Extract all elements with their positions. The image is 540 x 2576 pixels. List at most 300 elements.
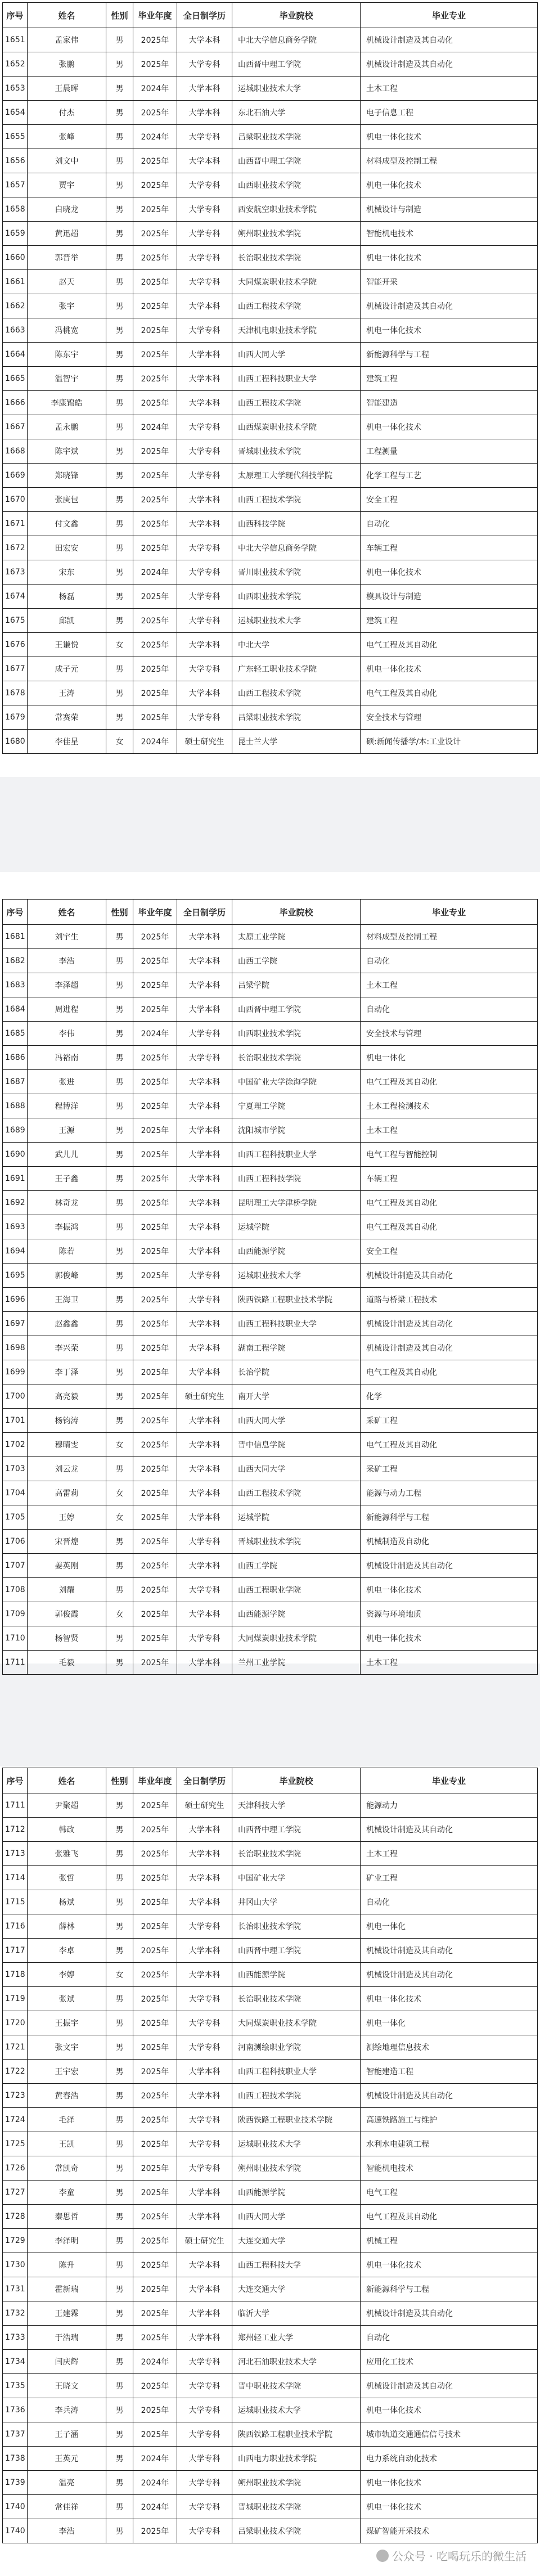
major-cell: 电气工程及其自动化 xyxy=(361,1360,538,1384)
school-cell: 吕梁职业技术学院 xyxy=(232,705,361,730)
major-cell: 土木工程 xyxy=(361,77,538,101)
degree-cell: 大学本科 xyxy=(177,77,232,101)
year-cell: 2025年 xyxy=(133,1987,177,2011)
degree-cell: 大学本科 xyxy=(177,343,232,367)
degree-cell: 大学专科 xyxy=(177,1530,232,1554)
gender-cell: 男 xyxy=(106,2495,133,2519)
name-cell: 李浩 xyxy=(28,2519,106,2543)
gender-cell: 男 xyxy=(106,2374,133,2398)
degree-cell: 大学专科 xyxy=(177,2422,232,2447)
name-cell: 毛毅 xyxy=(28,1651,106,1675)
degree-cell: 大学专科 xyxy=(177,1987,232,2011)
name-cell: 温智宇 xyxy=(28,367,106,391)
major-cell: 土木工程 xyxy=(361,973,538,997)
year-cell: 2025年 xyxy=(133,1505,177,1530)
table-row xyxy=(3,270,538,294)
table-row xyxy=(3,2277,538,2301)
year-cell: 2025年 xyxy=(133,318,177,343)
serial-cell: 1659 xyxy=(3,222,28,246)
major-cell: 电气工程 xyxy=(361,2181,538,2205)
school-cell: 山西大同大学 xyxy=(232,2205,361,2229)
school-cell: 朔州职业技术学院 xyxy=(232,2471,361,2495)
name-cell: 王涛 xyxy=(28,681,106,705)
degree-cell: 大学专科 xyxy=(177,173,232,197)
table-row xyxy=(3,1578,538,1602)
degree-cell: 大学本科 xyxy=(177,2084,232,2108)
name-cell: 于浩瑞 xyxy=(28,2326,106,2350)
school-cell: 吕梁学院 xyxy=(232,973,361,997)
table-row xyxy=(3,997,538,1022)
school-cell: 井冈山大学 xyxy=(232,1890,361,1914)
table-row xyxy=(3,294,538,318)
major-cell: 矿业工程 xyxy=(361,1866,538,1890)
year-cell: 2025年 xyxy=(133,1842,177,1866)
table-row xyxy=(3,1554,538,1578)
gender-cell: 男 xyxy=(106,2519,133,2543)
degree-cell: 大学本科 xyxy=(177,1070,232,1094)
major-cell: 机械设计制造及其自动化 xyxy=(361,1939,538,1963)
school-cell: 山西工程技术学院 xyxy=(232,294,361,318)
year-cell: 2025年 xyxy=(133,1312,177,1336)
name-cell: 张鹏 xyxy=(28,52,106,77)
table-row xyxy=(3,1457,538,1481)
name-cell: 李浩 xyxy=(28,949,106,973)
serial-cell: 1682 xyxy=(3,949,28,973)
name-cell: 常凯奇 xyxy=(28,2156,106,2181)
year-cell: 2025年 xyxy=(133,1384,177,1409)
gender-cell: 男 xyxy=(106,1143,133,1167)
name-cell: 李泽超 xyxy=(28,973,106,997)
major-cell: 电气工程及其自动化 xyxy=(361,633,538,657)
serial-cell: 1729 xyxy=(3,2229,28,2253)
degree-cell: 大学专科 xyxy=(177,1914,232,1939)
serial-cell: 1737 xyxy=(3,2422,28,2447)
table-row xyxy=(3,1939,538,1963)
year-cell: 2025年 xyxy=(133,222,177,246)
name-cell: 张宇 xyxy=(28,294,106,318)
school-cell: 大同煤炭职业技术学院 xyxy=(232,1626,361,1651)
degree-cell: 大学专科 xyxy=(177,2350,232,2374)
major-cell: 自动化 xyxy=(361,2326,538,2350)
name-cell: 杨斌 xyxy=(28,1890,106,1914)
table-row xyxy=(3,1818,538,1842)
name-cell: 王婷 xyxy=(28,1505,106,1530)
year-cell: 2025年 xyxy=(133,173,177,197)
table-row xyxy=(3,1191,538,1215)
degree-cell: 大学本科 xyxy=(177,925,232,949)
name-cell: 王谦悦 xyxy=(28,633,106,657)
serial-cell: 1693 xyxy=(3,1215,28,1239)
gender-cell: 男 xyxy=(106,439,133,464)
year-cell: 2025年 xyxy=(133,101,177,125)
year-cell: 2025年 xyxy=(133,2132,177,2156)
school-cell: 晋川职业技术学院 xyxy=(232,560,361,585)
gender-cell: 男 xyxy=(106,1264,133,1288)
name-cell: 王子涵 xyxy=(28,2422,106,2447)
serial-cell: 1740 xyxy=(3,2519,28,2543)
gender-cell: 男 xyxy=(106,512,133,536)
table-row xyxy=(3,2374,538,2398)
degree-cell: 大学本科 xyxy=(177,101,232,125)
gender-cell: 男 xyxy=(106,681,133,705)
table-row xyxy=(3,609,538,633)
gender-cell: 男 xyxy=(106,2084,133,2108)
major-cell: 土木工程 xyxy=(361,1651,538,1675)
table-row xyxy=(3,1070,538,1094)
school-cell: 东北石油大学 xyxy=(232,101,361,125)
table-row xyxy=(3,415,538,439)
degree-cell: 大学专科 xyxy=(177,52,232,77)
table-row xyxy=(3,705,538,730)
gender-cell: 男 xyxy=(106,101,133,125)
school-cell: 山西工程技术学院 xyxy=(232,681,361,705)
gender-cell: 男 xyxy=(106,1818,133,1842)
name-cell: 成子元 xyxy=(28,657,106,681)
school-cell: 山西工程科技职业大学 xyxy=(232,1143,361,1167)
table-row xyxy=(3,1384,538,1409)
serial-cell: 1696 xyxy=(3,1288,28,1312)
gender-cell: 男 xyxy=(106,1914,133,1939)
serial-cell: 1730 xyxy=(3,2253,28,2277)
name-cell: 贾宇 xyxy=(28,173,106,197)
table-row xyxy=(3,1022,538,1046)
serial-cell: 1715 xyxy=(3,1890,28,1914)
serial-cell: 1699 xyxy=(3,1360,28,1384)
school-cell: 中国矿业大学徐海学院 xyxy=(232,1070,361,1094)
name-cell: 李伟 xyxy=(28,1022,106,1046)
table-row xyxy=(3,1288,538,1312)
degree-cell: 大学本科 xyxy=(177,1433,232,1457)
column-header: 毕业年度 xyxy=(133,3,177,28)
year-cell: 2025年 xyxy=(133,1890,177,1914)
school-cell: 沈阳城市学院 xyxy=(232,1118,361,1143)
school-cell: 南开大学 xyxy=(232,1384,361,1409)
school-cell: 山西大同大学 xyxy=(232,1409,361,1433)
serial-cell: 1718 xyxy=(3,1963,28,1987)
degree-cell: 大学专科 xyxy=(177,415,232,439)
school-cell: 长治职业技术学院 xyxy=(232,1987,361,2011)
gender-cell: 男 xyxy=(106,1094,133,1118)
name-cell: 李兵涛 xyxy=(28,2398,106,2422)
table-row xyxy=(3,973,538,997)
gender-cell: 男 xyxy=(106,1336,133,1360)
school-cell: 中北大学信息商务学院 xyxy=(232,28,361,52)
degree-cell: 大学本科 xyxy=(177,294,232,318)
school-cell: 山西工学院 xyxy=(232,1554,361,1578)
year-cell: 2025年 xyxy=(133,2156,177,2181)
table-row xyxy=(3,2326,538,2350)
gender-cell: 男 xyxy=(106,2229,133,2253)
school-cell: 运城学院 xyxy=(232,1215,361,1239)
degree-cell: 大学本科 xyxy=(177,28,232,52)
gender-cell: 男 xyxy=(106,125,133,149)
serial-cell: 1680 xyxy=(3,730,28,754)
roster-table xyxy=(2,1768,538,2543)
school-cell: 山西工程科技职业大学 xyxy=(232,367,361,391)
major-cell: 电气工程及其自动化 xyxy=(361,2205,538,2229)
year-cell: 2025年 xyxy=(133,2374,177,2398)
major-cell: 机电一体化技术 xyxy=(361,2253,538,2277)
major-cell: 机电一体化 xyxy=(361,1046,538,1070)
gender-cell: 男 xyxy=(106,1866,133,1890)
gender-cell: 男 xyxy=(106,1987,133,2011)
gender-cell: 男 xyxy=(106,1554,133,1578)
major-cell: 机械设计制造及其自动化 xyxy=(361,28,538,52)
name-cell: 高雷莉 xyxy=(28,1481,106,1505)
table-row xyxy=(3,585,538,609)
table-row xyxy=(3,949,538,973)
serial-cell: 1686 xyxy=(3,1046,28,1070)
name-cell: 白晓龙 xyxy=(28,197,106,222)
major-cell: 材料成型及控制工程 xyxy=(361,925,538,949)
gender-cell: 男 xyxy=(106,2350,133,2374)
degree-cell: 大学专科 xyxy=(177,2398,232,2422)
year-cell: 2025年 xyxy=(133,657,177,681)
name-cell: 邱凯 xyxy=(28,609,106,633)
major-cell: 机械工程 xyxy=(361,2229,538,2253)
degree-cell: 大学专科 xyxy=(177,2447,232,2471)
major-cell: 水利水电建筑工程 xyxy=(361,2132,538,2156)
serial-cell: 1717 xyxy=(3,1939,28,1963)
table-row xyxy=(3,1505,538,1530)
name-cell: 陈东宇 xyxy=(28,343,106,367)
school-cell: 山西能源学院 xyxy=(232,2181,361,2205)
table-row xyxy=(3,633,538,657)
school-cell: 昆士兰大学 xyxy=(232,730,361,754)
serial-cell: 1722 xyxy=(3,2060,28,2084)
table-row xyxy=(3,1094,538,1118)
school-cell: 天津机电职业技术学院 xyxy=(232,318,361,343)
degree-cell: 大学本科 xyxy=(177,1939,232,1963)
year-cell: 2025年 xyxy=(133,1433,177,1457)
year-cell: 2024年 xyxy=(133,730,177,754)
gender-cell: 男 xyxy=(106,464,133,488)
name-cell: 付文鑫 xyxy=(28,512,106,536)
major-cell: 机电一体化技术 xyxy=(361,2398,538,2422)
degree-cell: 大学专科 xyxy=(177,318,232,343)
table-row xyxy=(3,2350,538,2374)
name-cell: 刘宇生 xyxy=(28,925,106,949)
gender-cell: 男 xyxy=(106,2277,133,2301)
serial-cell: 1679 xyxy=(3,705,28,730)
serial-cell: 1702 xyxy=(3,1433,28,1457)
year-cell: 2025年 xyxy=(133,1288,177,1312)
table-row xyxy=(3,1866,538,1890)
serial-cell: 1723 xyxy=(3,2084,28,2108)
year-cell: 2024年 xyxy=(133,1022,177,1046)
serial-cell: 1690 xyxy=(3,1143,28,1167)
gender-cell: 男 xyxy=(106,1191,133,1215)
name-cell: 王建霖 xyxy=(28,2301,106,2326)
name-cell: 常佳祥 xyxy=(28,2495,106,2519)
table-row xyxy=(3,488,538,512)
year-cell: 2025年 xyxy=(133,197,177,222)
name-cell: 赵天 xyxy=(28,270,106,294)
degree-cell: 大学本科 xyxy=(177,1118,232,1143)
gender-cell: 男 xyxy=(106,2060,133,2084)
major-cell: 电气工程及其自动化 xyxy=(361,1215,538,1239)
degree-cell: 大学本科 xyxy=(177,2301,232,2326)
column-header: 毕业专业 xyxy=(361,3,538,28)
school-cell: 山西科技学院 xyxy=(232,512,361,536)
table-row xyxy=(3,1215,538,1239)
name-cell: 温亮 xyxy=(28,2471,106,2495)
major-cell: 安全工程 xyxy=(361,488,538,512)
major-cell: 道路与桥梁工程技术 xyxy=(361,1288,538,1312)
degree-cell: 大学专科 xyxy=(177,609,232,633)
table-row xyxy=(3,681,538,705)
year-cell: 2025年 xyxy=(133,2035,177,2060)
year-cell: 2025年 xyxy=(133,1554,177,1578)
name-cell: 穆晴雯 xyxy=(28,1433,106,1457)
year-cell: 2024年 xyxy=(133,2350,177,2374)
serial-cell: 1678 xyxy=(3,681,28,705)
year-cell: 2025年 xyxy=(133,997,177,1022)
school-cell: 运城职业技术大学 xyxy=(232,1264,361,1288)
table-row xyxy=(3,1336,538,1360)
serial-cell: 1664 xyxy=(3,343,28,367)
degree-cell: 大学专科 xyxy=(177,1626,232,1651)
year-cell: 2024年 xyxy=(133,415,177,439)
degree-cell: 大学本科 xyxy=(177,1963,232,1987)
year-cell: 2025年 xyxy=(133,246,177,270)
year-cell: 2025年 xyxy=(133,585,177,609)
degree-cell: 大学本科 xyxy=(177,1890,232,1914)
column-header: 序号 xyxy=(3,900,28,925)
major-cell: 资源与环境地质 xyxy=(361,1602,538,1626)
gender-cell: 女 xyxy=(106,1602,133,1626)
year-cell: 2025年 xyxy=(133,681,177,705)
gender-cell: 男 xyxy=(106,391,133,415)
serial-cell: 1727 xyxy=(3,2181,28,2205)
degree-cell: 大学本科 xyxy=(177,1215,232,1239)
serial-cell: 1707 xyxy=(3,1554,28,1578)
year-cell: 2025年 xyxy=(133,1409,177,1433)
year-cell: 2025年 xyxy=(133,2277,177,2301)
table-row xyxy=(3,657,538,681)
school-cell: 运城职业技术大学 xyxy=(232,2398,361,2422)
degree-cell: 大学专科 xyxy=(177,657,232,681)
school-cell: 陕西铁路工程职业技术学院 xyxy=(232,1288,361,1312)
year-cell: 2025年 xyxy=(133,1530,177,1554)
gender-cell: 男 xyxy=(106,1239,133,1264)
header-row xyxy=(3,900,538,925)
degree-cell: 大学专科 xyxy=(177,560,232,585)
name-cell: 周进程 xyxy=(28,997,106,1022)
name-cell: 闫庆辉 xyxy=(28,2350,106,2374)
major-cell: 电力系统自动化技术 xyxy=(361,2447,538,2471)
major-cell: 机械设计制造及其自动化 xyxy=(361,1312,538,1336)
school-cell: 山西晋中理工学院 xyxy=(232,1939,361,1963)
gender-cell: 男 xyxy=(106,1457,133,1481)
table-row xyxy=(3,536,538,560)
major-cell: 机电一体化技术 xyxy=(361,2471,538,2495)
table-row xyxy=(3,101,538,125)
gender-cell: 男 xyxy=(106,2108,133,2132)
degree-cell: 大学专科 xyxy=(177,2495,232,2519)
table-row xyxy=(3,1602,538,1626)
table-row xyxy=(3,1626,538,1651)
gender-cell: 男 xyxy=(106,1793,133,1818)
name-cell: 尹聚超 xyxy=(28,1793,106,1818)
table-row xyxy=(3,2495,538,2519)
degree-cell: 大学本科 xyxy=(177,1167,232,1191)
school-cell: 山西工程技术学院 xyxy=(232,488,361,512)
degree-cell: 大学本科 xyxy=(177,2253,232,2277)
serial-cell: 1710 xyxy=(3,1626,28,1651)
serial-cell: 1655 xyxy=(3,125,28,149)
year-cell: 2025年 xyxy=(133,1939,177,1963)
school-cell: 临沂大学 xyxy=(232,2301,361,2326)
table-row xyxy=(3,2011,538,2035)
name-cell: 李丁泽 xyxy=(28,1360,106,1384)
serial-cell: 1694 xyxy=(3,1239,28,1264)
major-cell: 机械设计制造及其自动化 xyxy=(361,1336,538,1360)
degree-cell: 大学本科 xyxy=(177,1094,232,1118)
year-cell: 2025年 xyxy=(133,1818,177,1842)
serial-cell: 1703 xyxy=(3,1457,28,1481)
year-cell: 2025年 xyxy=(133,1602,177,1626)
serial-cell: 1665 xyxy=(3,367,28,391)
degree-cell: 大学本科 xyxy=(177,1554,232,1578)
year-cell: 2025年 xyxy=(133,2060,177,2084)
serial-cell: 1666 xyxy=(3,391,28,415)
major-cell: 电气工程及其自动化 xyxy=(361,1191,538,1215)
serial-cell: 1735 xyxy=(3,2374,28,2398)
year-cell: 2025年 xyxy=(133,2398,177,2422)
school-cell: 运城职业技术大学 xyxy=(232,77,361,101)
table-row xyxy=(3,2156,538,2181)
serial-cell: 1716 xyxy=(3,1914,28,1939)
serial-cell: 1676 xyxy=(3,633,28,657)
gender-cell: 男 xyxy=(106,1626,133,1651)
school-cell: 运城职业技术大学 xyxy=(232,609,361,633)
school-cell: 山西工程科技职业大学 xyxy=(232,2060,361,2084)
gender-cell: 男 xyxy=(106,318,133,343)
gender-cell: 男 xyxy=(106,609,133,633)
school-cell: 长治职业技术学院 xyxy=(232,246,361,270)
major-cell: 机械设计制造及其自动化 xyxy=(361,1818,538,1842)
name-cell: 郭晋举 xyxy=(28,246,106,270)
column-header: 性别 xyxy=(106,900,133,925)
header-row xyxy=(3,3,538,28)
table-row xyxy=(3,1793,538,1818)
school-cell: 山西职业技术学院 xyxy=(232,1022,361,1046)
table-row xyxy=(3,1239,538,1264)
gender-cell: 女 xyxy=(106,1963,133,1987)
degree-cell: 大学本科 xyxy=(177,949,232,973)
degree-cell: 大学专科 xyxy=(177,2108,232,2132)
table-row xyxy=(3,1312,538,1336)
degree-cell: 大学专科 xyxy=(177,1578,232,1602)
table-row xyxy=(3,925,538,949)
name-cell: 王振宇 xyxy=(28,2011,106,2035)
table-row xyxy=(3,1118,538,1143)
year-cell: 2025年 xyxy=(133,609,177,633)
name-cell: 杨磊 xyxy=(28,585,106,609)
major-cell: 模具设计与制造 xyxy=(361,585,538,609)
degree-cell: 大学专科 xyxy=(177,585,232,609)
name-cell: 赵鑫鑫 xyxy=(28,1312,106,1336)
serial-cell: 1714 xyxy=(3,1866,28,1890)
major-cell: 机械设计制造及其自动化 xyxy=(361,2374,538,2398)
year-cell: 2025年 xyxy=(133,2519,177,2543)
serial-cell: 1700 xyxy=(3,1384,28,1409)
school-cell: 山西工程技术学院 xyxy=(232,391,361,415)
table-row xyxy=(3,125,538,149)
table-row xyxy=(3,318,538,343)
gender-cell: 男 xyxy=(106,149,133,173)
